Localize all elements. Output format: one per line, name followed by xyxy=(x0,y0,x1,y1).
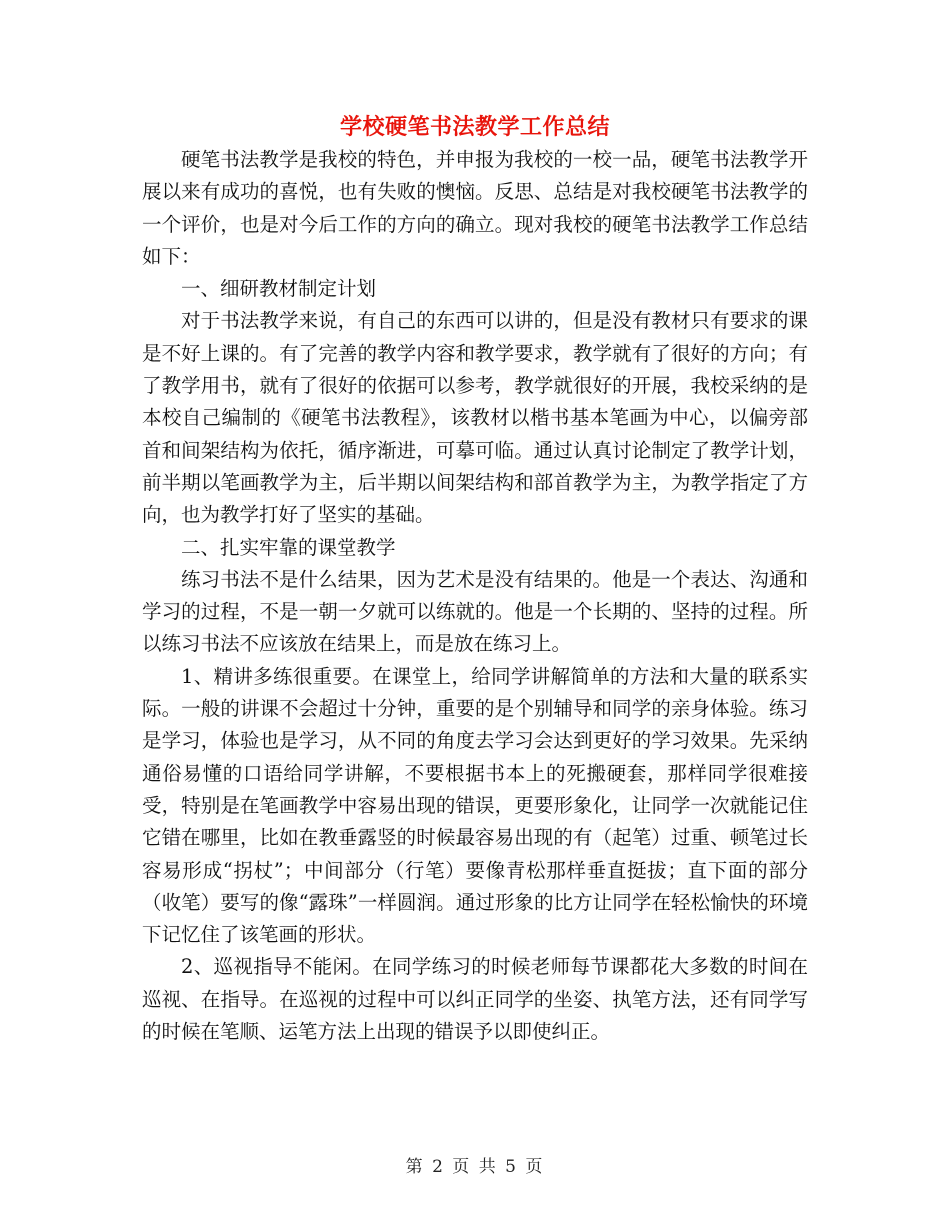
section-heading-1: 一、细研教材制定计划 xyxy=(181,277,377,301)
intro-paragraph: 硬笔书法教学是我校的特色，并申报为我校的一校一品，硬笔书法教学开展以来有成功的喜悦，也有失败的懊恼。反思、总结是对我校硬笔书法教学的一个评价，也是对今后工作的方向的确立。现对我校的硬笔书法教学工作总结如下： xyxy=(142,148,808,268)
document-page xyxy=(142,112,808,1048)
document-title: 学校硬笔书法教学工作总结 xyxy=(339,114,610,140)
point-2-paragraph: 2、巡视指导不能闲。在同学练习的时候老师每节课都花大多数的时间在巡视、在指导。在巡视的过程中可以纠正同学的坐姿、执笔方法，还有同学写的时候在笔顺、运笔方法上出现的错误予以即使纠正。 xyxy=(142,955,808,1044)
section-heading-2: 二、扎实牢靠的课堂教学 xyxy=(181,535,396,559)
section-1-paragraph: 对于书法教学来说，有自己的东西可以讲的，但是没有教材只有要求的课是不好上课的。有了完善的教学内容和教学要求，教学就有了很好的方向；有了教学用书，就有了很好的依据可以参考，教学就很好的开展，我校采纳的是本校自己编制的《硬笔书法教程》，该教材以楷书基本笔画为中心，以偏旁部首和间架结构为依托，循序渐进，可摹可临。通过认真讨论制定了教学计划，前半期以笔画教学为主，后半期以间架结构和部首教学为主，为教学指定了方向，也为教学打好了坚实的基础。 xyxy=(142,309,808,527)
point-1-paragraph: 1、精讲多练很重要。在课堂上，给同学讲解简单的方法和大量的联系实际。一般的讲课不会超过十分钟，重要的是个别辅导和同学的亲身体验。练习是学习，体验也是学习，从不同的角度去学习会达到更好的学习效果。先采纳通俗易懂的口语给同学讲解，不要根据书本上的死搬硬套，那样同学很难接受，特别是在笔画教学中容易出现的错误，更要形象化，让同学一次就能记住它错在哪里，比如在教垂露竖的时候最容易出现的有（起笔）过重、顿笔过长容易形成“拐杖”；中间部分（行笔）要像青松那样垂直挺拔；直下面的部分（收笔）要写的像“露珠”一样圆润。通过形象的比方让同学在轻松愉快的环境下记忆住了该笔画的形状。 xyxy=(142,664,808,947)
section-2-paragraph: 练习书法不是什么结果，因为艺术是没有结果的。他是一个表达、沟通和学习的过程，不是一朝一夕就可以练就的。他是一个长期的、坚持的过程。所以练习书法不应该放在结果上，而是放在练习上。 xyxy=(142,567,808,656)
page-number-footer: 第 2 页 共 5 页 xyxy=(405,1157,545,1177)
